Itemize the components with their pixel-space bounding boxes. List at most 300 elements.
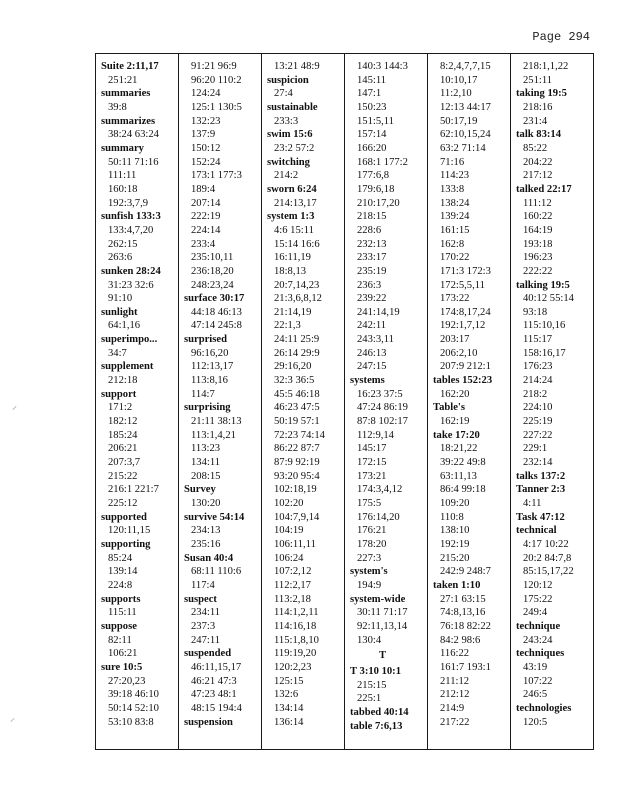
- index-term: surface 30:17: [184, 293, 245, 305]
- page-line-reference: 104:19: [274, 525, 304, 537]
- index-term: sunfish 133:3: [101, 211, 161, 223]
- page-line-reference: 132:23: [191, 115, 221, 127]
- page-line-reference: 115:10,16: [523, 320, 566, 332]
- index-term: surprising: [184, 402, 231, 414]
- page-line-reference: 243:24: [523, 634, 553, 646]
- page-line-reference: 224:10: [523, 402, 553, 414]
- page-line-reference: 176:23: [523, 361, 553, 373]
- page-line-reference: 214:13,17: [274, 197, 317, 209]
- page-line-reference: 125:1 130:5: [191, 101, 242, 113]
- page-line-reference: 134:14: [274, 702, 304, 714]
- page-line-reference: 72:23 74:14: [274, 429, 325, 441]
- page-line-reference: 178:20: [357, 538, 387, 550]
- page-line-reference: 92:11,13,14: [357, 620, 408, 632]
- index-term: talking 19:5: [516, 279, 570, 291]
- page-line-reference: 235:16: [191, 538, 221, 550]
- page-line-reference: 231:4: [523, 115, 548, 127]
- index-column: [427, 54, 510, 749]
- page-line-reference: 173:1 177:3: [191, 170, 242, 182]
- page-line-reference: 172:5,5,11: [440, 279, 485, 291]
- page-line-reference: 174:3,4,12: [357, 484, 403, 496]
- index-term: systems: [350, 375, 385, 387]
- page-line-reference: 217:22: [440, 716, 470, 728]
- page-line-reference: 63:11,13: [440, 470, 477, 482]
- page-line-reference: 24:11 25:9: [274, 334, 320, 346]
- page-line-reference: 225:12: [108, 498, 138, 509]
- page-line-reference: 87:8 102:17: [357, 416, 408, 428]
- page-line-reference: 225:19: [523, 416, 553, 428]
- page-line-reference: 106:11,11: [274, 538, 316, 550]
- page-line-reference: 82:11: [108, 634, 132, 646]
- page-line-reference: 182:12: [108, 416, 138, 428]
- page-line-reference: 189:4: [191, 183, 216, 195]
- page-line-reference: 176:14,20: [357, 511, 400, 523]
- index-term: suspension: [184, 716, 233, 728]
- page-line-reference: 242:9 248:7: [440, 566, 491, 578]
- index-column: [510, 54, 593, 749]
- index-column: [178, 54, 261, 749]
- page-line-reference: 147:1: [357, 88, 382, 100]
- page-line-reference: 168:1 177:2: [357, 156, 408, 168]
- page-line-reference: 208:15: [191, 470, 221, 482]
- page-line-reference: 173:22: [440, 293, 470, 305]
- page-line-reference: 212:12: [440, 689, 470, 701]
- index-term: techniques: [516, 648, 565, 660]
- page-line-reference: 96:16,20: [191, 347, 229, 359]
- index-term: suppose: [101, 620, 137, 632]
- page-line-reference: 130:20: [191, 498, 221, 509]
- page-line-reference: 12:13 44:17: [440, 101, 491, 113]
- page-line-reference: 152:24: [191, 156, 221, 168]
- page-line-reference: 235:19: [357, 265, 387, 277]
- page-line-reference: 161:15: [440, 224, 470, 236]
- page-line-reference: 224:14: [191, 224, 221, 236]
- page-line-reference: 192:1,7,12: [440, 320, 486, 332]
- page-line-reference: 113:2,18: [274, 593, 311, 605]
- page-line-reference: 120:2,23: [274, 661, 312, 673]
- page-line-reference: 85:15,17,22: [523, 566, 574, 578]
- page-line-reference: 117:4: [191, 579, 215, 591]
- page-line-reference: 133:8: [440, 183, 465, 195]
- page-line-reference: 162:8: [440, 238, 465, 250]
- page-line-reference: 21:14,19: [274, 306, 312, 318]
- page-line-reference: 20:7,14,23: [274, 279, 320, 291]
- page-line-reference: 10:10,17: [440, 74, 478, 86]
- index-term: Table's: [433, 402, 465, 414]
- index-term: supports: [101, 593, 141, 605]
- page-line-reference: 27:4: [274, 88, 293, 100]
- page-line-reference: 234:13: [191, 525, 221, 537]
- index-term: supplement: [101, 361, 154, 373]
- page-line-reference: 218:15: [357, 211, 387, 223]
- index-term: survive 54:14: [184, 511, 245, 523]
- page-line-reference: 120:12: [523, 579, 553, 591]
- page-line-reference: 85:24: [108, 552, 133, 564]
- page-line-reference: 13:21 48:9: [274, 61, 320, 72]
- page-line-reference: 234:11: [191, 607, 221, 619]
- page-line-reference: 204:22: [523, 156, 553, 168]
- page-line-reference: 87:9 92:19: [274, 457, 320, 469]
- page-line-reference: 214:9: [440, 702, 465, 714]
- page-line-reference: 132:6: [274, 689, 299, 701]
- page-line-reference: 179:6,18: [357, 183, 395, 195]
- page-line-reference: 112:9,14: [357, 429, 394, 441]
- page-line-reference: 114:7: [191, 388, 215, 400]
- page-line-reference: 125:15: [274, 675, 304, 687]
- page-line-reference: 222:22: [523, 265, 553, 277]
- page-line-reference: 160:22: [523, 211, 553, 223]
- page-line-reference: 166:20: [357, 142, 387, 154]
- page-line-reference: 246:13: [357, 347, 387, 359]
- page-line-reference: 158:16,17: [523, 347, 566, 359]
- page-line-reference: 242:11: [357, 320, 387, 332]
- page-line-reference: 239:22: [357, 293, 387, 305]
- page-line-reference: 164:19: [523, 224, 553, 236]
- page-line-reference: 111:11: [108, 170, 137, 182]
- page-line-reference: 23:2 57:2: [274, 142, 315, 154]
- index-term: technical: [516, 525, 557, 537]
- page-line-reference: 207:9 212:1: [440, 361, 491, 373]
- page-line-reference: 39:8: [108, 101, 127, 113]
- page-line-reference: 112:2,17: [274, 579, 311, 591]
- index-term: suspect: [184, 593, 217, 605]
- page-line-reference: 18:8,13: [274, 265, 307, 277]
- page-line-reference: 31:23 32:6: [108, 279, 154, 291]
- index-term: sworn 6:24: [267, 183, 317, 195]
- page-line-reference: 112:13,17: [191, 361, 234, 373]
- page-line-reference: 116:22: [440, 648, 470, 660]
- page-line-reference: 21:11 38:13: [191, 416, 242, 428]
- page-line-reference: 107:22: [523, 675, 553, 687]
- page-line-reference: 236:3: [357, 279, 382, 291]
- page-line-reference: 96:20 110:2: [191, 74, 242, 86]
- page-line-reference: 138:24: [440, 197, 470, 209]
- page-line-reference: 203:17: [440, 334, 470, 346]
- page-line-reference: 211:12: [440, 675, 470, 687]
- page-line-reference: 114:1,2,11: [274, 607, 319, 619]
- index-column: [344, 54, 427, 749]
- page-line-reference: 243:3,11: [357, 334, 394, 346]
- page-line-reference: 130:4: [357, 634, 382, 646]
- page-line-reference: 50:19 57:1: [274, 416, 320, 428]
- index-term: suspended: [184, 648, 232, 660]
- page-line-reference: 206:21: [108, 443, 138, 455]
- page-line-reference: 8:2,4,7,7,15: [440, 61, 491, 72]
- page-line-reference: 47:23 48:1: [191, 689, 237, 701]
- page-line-reference: 232:13: [357, 238, 387, 250]
- page-line-reference: 139:14: [108, 566, 138, 578]
- page-line-reference: 20:2 84:7,8: [523, 552, 572, 564]
- page-line-reference: 227:22: [523, 429, 553, 441]
- page-line-reference: 249:4: [523, 607, 548, 619]
- page-line-reference: 45:5 46:18: [274, 388, 320, 400]
- page-line-reference: 251:21: [108, 74, 138, 86]
- page-line-reference: 27:20,23: [108, 675, 146, 687]
- page-line-reference: 46:21 47:3: [191, 675, 237, 687]
- page-line-reference: 39:18 46:10: [108, 689, 159, 701]
- page-line-reference: 50:11 71:16: [108, 156, 159, 168]
- index-term: Susan 40:4: [184, 552, 234, 564]
- page-line-reference: 162:19: [440, 416, 470, 428]
- page-line-reference: 113:1,4,21: [191, 429, 236, 441]
- page-line-reference: 30:11 71:17: [357, 607, 408, 619]
- page-line-reference: 145:17: [357, 443, 387, 455]
- page-line-reference: 124:24: [191, 88, 221, 100]
- index-term: sunken 28:24: [101, 265, 161, 277]
- page-line-reference: 22:1,3: [274, 320, 301, 332]
- index-term: support: [101, 388, 137, 400]
- scan-speck-mark: ⸝: [12, 401, 17, 412]
- page-line-reference: 113:23: [191, 443, 221, 455]
- page-line-reference: 185:24: [108, 429, 138, 441]
- page-line-reference: 196:23: [523, 252, 553, 264]
- index-term: taken 1:10: [433, 579, 481, 591]
- page-line-reference: 4:17 10:22: [523, 538, 569, 550]
- page-line-reference: 47:14 245:8: [191, 320, 242, 332]
- index-term: talk 83:14: [516, 129, 562, 141]
- page-line-reference: 91:21 96:9: [191, 61, 237, 72]
- page-line-reference: 16:23 37:5: [357, 388, 403, 400]
- page-line-reference: 15:14 16:6: [274, 238, 320, 250]
- word-index-table: [95, 53, 594, 750]
- page-line-reference: 214:2: [274, 170, 299, 182]
- page-line-reference: 237:3: [191, 620, 216, 632]
- page-line-reference: 227:3: [357, 552, 382, 564]
- page-line-reference: 160:18: [108, 183, 138, 195]
- index-term: supporting: [101, 538, 151, 550]
- page-line-reference: 48:15 194:4: [191, 702, 242, 714]
- page-line-reference: 172:15: [357, 457, 387, 469]
- page-line-reference: 206:2,10: [440, 347, 478, 359]
- page-line-reference: 150:23: [357, 101, 387, 113]
- page-line-reference: 47:24 86:19: [357, 402, 408, 414]
- index-term: sustainable: [267, 101, 318, 113]
- page-line-reference: 216:1 221:7: [108, 484, 159, 496]
- page-line-reference: 233:17: [357, 252, 387, 264]
- page-line-reference: 145:11: [357, 74, 387, 86]
- page-line-reference: 16:11,19: [274, 252, 311, 264]
- page-line-reference: 140:3 144:3: [357, 61, 408, 72]
- page-line-reference: 207:3,7: [108, 457, 141, 469]
- page-line-reference: 218:1,1,22: [523, 61, 569, 72]
- page-line-reference: 11:2,10: [440, 88, 472, 100]
- index-term: taking 19:5: [516, 88, 567, 100]
- page-line-reference: 215:22: [108, 470, 138, 482]
- page-line-reference: 218:2: [523, 388, 548, 400]
- page-line-reference: 170:22: [440, 252, 470, 264]
- page-line-reference: 139:24: [440, 211, 470, 223]
- page-line-reference: 241:14,19: [357, 306, 400, 318]
- page-line-reference: 39:22 49:8: [440, 457, 486, 469]
- page-line-reference: 63:2 71:14: [440, 142, 486, 154]
- page-line-reference: 215:20: [440, 552, 470, 564]
- page-line-reference: 210:17,20: [357, 197, 400, 209]
- page-line-reference: 93:20 95:4: [274, 470, 320, 482]
- index-term: switching: [267, 156, 310, 168]
- page-line-reference: 91:10: [108, 293, 133, 305]
- page-line-reference: 119:19,20: [274, 648, 317, 660]
- page-line-reference: 247:15: [357, 361, 387, 373]
- page-line-reference: 115:11: [108, 607, 137, 619]
- page-line-reference: 120:11,15: [108, 525, 151, 537]
- index-term: suspicion: [267, 74, 309, 86]
- page-line-reference: 115:1,8,10: [274, 634, 319, 646]
- page-line-reference: 53:10 83:8: [108, 716, 154, 728]
- page-line-reference: 107:2,12: [274, 566, 312, 578]
- page-line-reference: 192:3,7,9: [108, 197, 149, 209]
- page-line-reference: 233:4: [191, 238, 216, 250]
- page-line-reference: 134:11: [191, 457, 221, 469]
- page-line-reference: 222:19: [191, 211, 221, 223]
- page-number: Page 294: [532, 30, 590, 44]
- index-term: technique: [516, 620, 561, 632]
- page-line-reference: 93:18: [523, 306, 548, 318]
- page-line-reference: 251:11: [523, 74, 553, 86]
- page-line-reference: 224:8: [108, 579, 133, 591]
- page-line-reference: 50:17,19: [440, 115, 478, 127]
- page-line-reference: 225:1: [357, 693, 382, 705]
- page-line-reference: 50:14 52:10: [108, 702, 159, 714]
- page-line-reference: 133:4,7,20: [108, 224, 154, 236]
- page-line-reference: 247:11: [191, 634, 221, 646]
- page-line-reference: 248:23,24: [191, 279, 234, 291]
- page-line-reference: 207:14: [191, 197, 221, 209]
- page-line-reference: 71:16: [440, 156, 465, 168]
- page-line-reference: 115:17: [523, 334, 553, 346]
- page-line-reference: 177:6,8: [357, 170, 390, 182]
- page-line-reference: 212:18: [108, 375, 138, 387]
- page-line-reference: 38:24 63:24: [108, 129, 159, 141]
- page-line-reference: 102:18,19: [274, 484, 317, 496]
- page-line-reference: 120:5: [523, 716, 548, 728]
- page-line-reference: 62:10,15,24: [440, 129, 491, 141]
- page-line-reference: 151:5,11: [357, 115, 394, 127]
- page-line-reference: 171:3 172:3: [440, 265, 491, 277]
- page-line-reference: 229:1: [523, 443, 548, 455]
- page-line-reference: 29:16,20: [274, 361, 312, 373]
- index-term: table 7:6,13: [350, 720, 403, 732]
- page-line-reference: 137:9: [191, 129, 216, 141]
- page-line-reference: 161:7 193:1: [440, 661, 491, 673]
- page-line-reference: 104:7,9,14: [274, 511, 320, 523]
- index-term: Survey: [184, 484, 216, 496]
- page-line-reference: 76:18 82:22: [440, 620, 491, 632]
- index-column: [261, 54, 344, 749]
- page-line-reference: 106:24: [274, 552, 304, 564]
- index-column: [96, 54, 178, 749]
- page-line-reference: 86:22 87:7: [274, 443, 320, 455]
- index-term: system's: [350, 566, 388, 578]
- index-term: summarizes: [101, 115, 156, 127]
- page-line-reference: 26:14 29:9: [274, 347, 320, 359]
- index-term: system-wide: [350, 593, 406, 605]
- page-line-reference: 114:16,18: [274, 620, 317, 632]
- index-term: swim 15:6: [267, 129, 313, 141]
- page-line-reference: 68:11 110:6: [191, 566, 242, 578]
- index-term: technologies: [516, 702, 572, 714]
- index-term: surprised: [184, 334, 227, 346]
- page-line-reference: 46:11,15,17: [191, 661, 242, 673]
- page-line-reference: 114:23: [440, 170, 470, 182]
- page-line-reference: 34:7: [108, 347, 127, 359]
- index-term: talked 22:17: [516, 183, 572, 195]
- index-term: Suite 2:11,17: [101, 61, 159, 72]
- page-line-reference: 173:21: [357, 470, 387, 482]
- page-line-reference: 18:21,22: [440, 443, 478, 455]
- page-line-reference: 232:14: [523, 457, 553, 469]
- index-term: talks 137:2: [516, 470, 566, 482]
- page-line-reference: 218:16: [523, 101, 553, 113]
- page-line-reference: 246:5: [523, 689, 548, 701]
- index-term: Task 47:12: [516, 511, 565, 523]
- index-term: sunlight: [101, 306, 138, 318]
- page-line-reference: 27:1 63:15: [440, 593, 486, 605]
- scan-speck-mark: ⸝: [10, 713, 15, 724]
- page-line-reference: 46:23 47:5: [274, 402, 320, 414]
- page-line-reference: 157:14: [357, 129, 387, 141]
- page-line-reference: 217:12: [523, 170, 553, 182]
- page-line-reference: 174:8,17,24: [440, 306, 491, 318]
- page-line-reference: 235:10,11: [191, 252, 234, 264]
- index-term: T 3:10 10:1: [350, 665, 402, 677]
- page-line-reference: 44:18 46:13: [191, 306, 242, 318]
- page-line-reference: 214:24: [523, 375, 553, 387]
- index-term: supported: [101, 511, 147, 523]
- page-line-reference: 110:8: [440, 511, 464, 523]
- page-line-reference: 85:22: [523, 142, 548, 154]
- index-term: system 1:3: [267, 211, 315, 223]
- page-line-reference: 138:10: [440, 525, 470, 537]
- page-line-reference: 84:2 98:6: [440, 634, 481, 646]
- page-line-reference: 4:6 15:11: [274, 224, 314, 236]
- page-line-reference: 192:19: [440, 538, 470, 550]
- page-line-reference: 228:6: [357, 224, 382, 236]
- page-line-reference: 106:21: [108, 648, 138, 660]
- page-line-reference: 176:21: [357, 525, 387, 537]
- page-line-reference: 262:15: [108, 238, 138, 250]
- page-line-reference: 4:11: [523, 498, 542, 509]
- page-line-reference: 233:3: [274, 115, 299, 127]
- index-term: tabbed 40:14: [350, 706, 409, 718]
- page-line-reference: 215:15: [357, 679, 387, 691]
- index-term: superimpo...: [101, 334, 158, 346]
- page-line-reference: 74:8,13,16: [440, 607, 486, 619]
- page-line-reference: 175:22: [523, 593, 553, 605]
- index-term: Tanner 2:3: [516, 484, 566, 496]
- page-line-reference: 86:4 99:18: [440, 484, 486, 496]
- page-line-reference: 194:9: [357, 579, 382, 591]
- page-line-reference: 64:1,16: [108, 320, 141, 332]
- page-line-reference: 111:12: [523, 197, 552, 209]
- page-line-reference: 40:12 55:14: [523, 293, 574, 305]
- page-line-reference: 236:18,20: [191, 265, 234, 277]
- page-line-reference: 109:20: [440, 498, 470, 509]
- section-letter: T: [378, 650, 387, 662]
- page-line-reference: 21:3,6,8,12: [274, 293, 322, 305]
- index-term: sure 10:5: [101, 661, 143, 673]
- page-line-reference: 162:20: [440, 388, 470, 400]
- index-term: summaries: [101, 88, 151, 100]
- index-term: take 17:20: [433, 429, 480, 441]
- page-line-reference: 263:6: [108, 252, 133, 264]
- page-line-reference: 102:20: [274, 498, 304, 509]
- page-line-reference: 43:19: [523, 661, 548, 673]
- page-line-reference: 32:3 36:5: [274, 375, 315, 387]
- page-line-reference: 171:2: [108, 402, 133, 414]
- page-line-reference: 136:14: [274, 716, 304, 728]
- page-line-reference: 113:8,16: [191, 375, 228, 387]
- page-line-reference: 150:12: [191, 142, 221, 154]
